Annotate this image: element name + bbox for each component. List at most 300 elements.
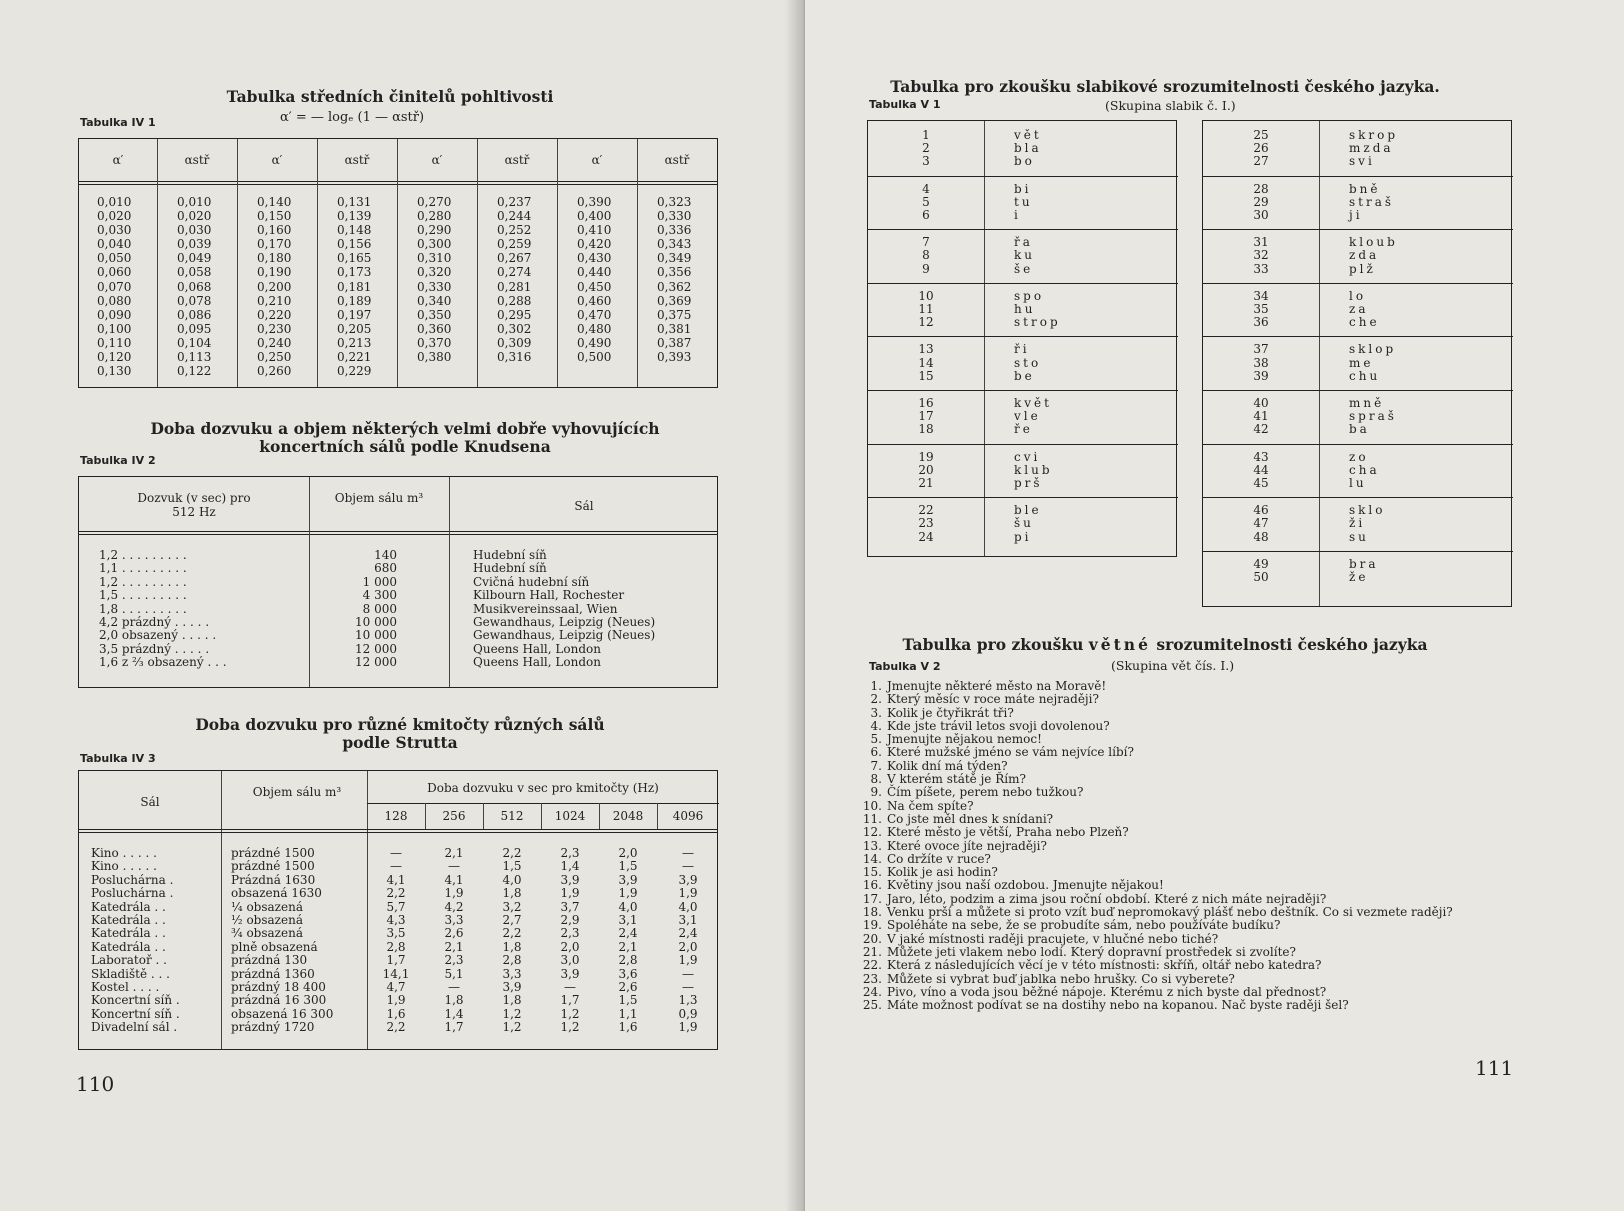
iv2-volume: 12 000 bbox=[355, 641, 397, 656]
iv3-value: 4,0 bbox=[678, 899, 698, 914]
iv2-hall: Cvičná hudební síň bbox=[473, 574, 590, 589]
iv1-cell: 0,190 bbox=[257, 265, 292, 280]
group-numbers bbox=[1203, 183, 1319, 223]
group-divider bbox=[868, 229, 1178, 230]
iv3-hall: Kino . . . . . bbox=[91, 859, 157, 874]
group-syllables bbox=[1349, 558, 1379, 584]
item-text: Můžete jeti vlakem nebo lodí. Který dopravní prostředek si zvolíte? bbox=[887, 944, 1296, 959]
group-syllables bbox=[1349, 290, 1380, 330]
iv3-value: 1,5 bbox=[618, 993, 638, 1008]
iv3-value: — bbox=[682, 859, 694, 874]
group-divider bbox=[1203, 283, 1513, 284]
iv3-value: 2,3 bbox=[560, 846, 580, 860]
syllable-number: 38 bbox=[1253, 355, 1269, 370]
iv3-value: 3,9 bbox=[502, 979, 522, 994]
iv3-value: 2,2 bbox=[386, 886, 406, 901]
iv3-value: 2,8 bbox=[386, 939, 406, 954]
iv2-reverb: 1,8 . . . . . . . . . bbox=[99, 601, 187, 616]
iv3-value: 1,4 bbox=[560, 859, 580, 874]
syllable-number: 26 bbox=[1253, 141, 1269, 156]
iv3-value: 1,6 bbox=[618, 1020, 638, 1035]
syllable-group bbox=[1203, 504, 1513, 556]
item-number: 8. bbox=[870, 772, 882, 787]
group-syllables bbox=[1349, 129, 1398, 169]
iv3-value: 0,9 bbox=[678, 1006, 698, 1021]
iv3-hall: Katedrála . . bbox=[91, 939, 166, 954]
syllable-group bbox=[868, 290, 1178, 342]
iv3-value: 2,8 bbox=[502, 953, 522, 968]
item-text: Venku prší a můžete si proto vzít buď nepromokavý plášť nebo deštník. Co si vezmete raději? bbox=[887, 905, 1453, 920]
group-divider bbox=[1203, 390, 1513, 391]
iv1-cell: 0,280 bbox=[417, 209, 452, 224]
list-item bbox=[847, 680, 1607, 693]
iv1-cell: 0,049 bbox=[177, 251, 212, 266]
syllable-number: 15 bbox=[918, 368, 934, 383]
iv1-cell: 0,387 bbox=[657, 335, 692, 350]
iv1-cell: 0,039 bbox=[177, 237, 212, 252]
iv3-value: 2,6 bbox=[618, 979, 638, 994]
right-page bbox=[805, 0, 1624, 1211]
iv1-cell: 0,148 bbox=[337, 223, 372, 238]
iv1-cell: 0,381 bbox=[657, 321, 692, 336]
iv2-reverb: 1,2 . . . . . . . . . bbox=[99, 548, 187, 562]
iv3-value: 1,7 bbox=[560, 993, 580, 1008]
iv3-value: 1,9 bbox=[678, 886, 698, 901]
iv3-value: 3,9 bbox=[678, 872, 698, 887]
syllable-number: 48 bbox=[1253, 529, 1269, 544]
iv1-cell: 0,390 bbox=[577, 195, 612, 209]
iv1-cell: 0,100 bbox=[97, 321, 132, 336]
syllable: bně bbox=[1349, 181, 1381, 196]
iv1-cell: 0,349 bbox=[657, 251, 692, 266]
group-divider bbox=[868, 444, 1178, 445]
iv2-header-hall: Sál bbox=[574, 499, 594, 513]
iv1-cell: 0,420 bbox=[577, 237, 612, 252]
syllable: plž bbox=[1349, 261, 1376, 276]
iv3-value: 2,2 bbox=[386, 1020, 406, 1035]
item-number: 20. bbox=[862, 931, 882, 946]
item-text: Co jste měl dnes k snídani? bbox=[887, 811, 1054, 826]
table-row bbox=[79, 1021, 719, 1034]
iv3-value: 1,5 bbox=[502, 859, 522, 874]
iv2-reverb: 1,2 . . . . . . . . . bbox=[99, 574, 187, 589]
table-iv3-title: Doba dozvuku pro různé kmitočty různých sálů podle Strutta bbox=[195, 715, 605, 752]
syllable: květ bbox=[1014, 396, 1052, 410]
iv1-cell: 0,010 bbox=[97, 195, 132, 209]
syllable-number: 13 bbox=[918, 342, 934, 357]
iv1-cell: 0,369 bbox=[657, 293, 692, 308]
list-item bbox=[847, 853, 1607, 866]
syllable-number: 31 bbox=[1253, 235, 1269, 250]
iv3-volume: plně obsazená bbox=[231, 939, 318, 954]
iv1-cell: 0,060 bbox=[97, 265, 132, 280]
iv1-cell: 0,290 bbox=[417, 223, 452, 238]
iv1-cell: 0,330 bbox=[417, 279, 452, 294]
page-number: 111 bbox=[1475, 1056, 1514, 1080]
iv1-cell: 0,058 bbox=[177, 265, 212, 280]
item-text: Pivo, víno a voda jsou běžné nápoje. Kterému z nich byste dal přednost? bbox=[887, 984, 1327, 999]
syllable: lo bbox=[1349, 288, 1367, 303]
iv1-cell: 0,221 bbox=[337, 350, 372, 365]
iv3-value: 14,1 bbox=[382, 966, 410, 981]
syllable-number: 3 bbox=[922, 154, 930, 169]
table-row bbox=[79, 656, 719, 669]
syllable-group bbox=[868, 236, 1178, 288]
syllable-number: 10 bbox=[918, 288, 934, 303]
iv3-value: 1,2 bbox=[502, 1006, 522, 1021]
iv3-freq: 1024 bbox=[554, 809, 586, 823]
syllable: spraš bbox=[1349, 409, 1397, 424]
table-row bbox=[79, 968, 719, 981]
iv3-value: 2,4 bbox=[618, 926, 638, 941]
iv1-header: αstř bbox=[344, 153, 370, 167]
group-divider bbox=[1203, 444, 1513, 445]
iv3-value: 1,8 bbox=[444, 993, 464, 1008]
group-divider bbox=[1203, 336, 1513, 337]
iv1-cell: 0,336 bbox=[657, 223, 692, 238]
iv1-cell: 0,490 bbox=[577, 335, 612, 350]
syllable-number: 11 bbox=[918, 302, 934, 316]
list-item bbox=[847, 906, 1607, 919]
iv1-cell: 0,360 bbox=[417, 321, 452, 336]
list-item bbox=[847, 693, 1607, 706]
item-text: Můžete si vybrat buď jablka nebo hrušky. Co si vyberete? bbox=[887, 971, 1235, 986]
iv3-value: — bbox=[682, 846, 694, 860]
item-number: 25. bbox=[862, 998, 882, 1013]
list-item bbox=[847, 813, 1607, 826]
iv3-volume: ¼ obsazená bbox=[231, 899, 303, 914]
iv2-reverb: 4,2 prázdný . . . . . bbox=[99, 614, 210, 629]
iv1-cell: 0,068 bbox=[177, 279, 212, 294]
iv3-value: — bbox=[448, 979, 460, 994]
syllable: lu bbox=[1349, 476, 1367, 490]
iv1-cell: 0,220 bbox=[257, 307, 292, 322]
syllable: bra bbox=[1349, 556, 1379, 571]
iv3-hall: Koncertní síň . bbox=[91, 1006, 180, 1021]
item-number: 15. bbox=[862, 865, 882, 880]
table-row bbox=[79, 1008, 719, 1021]
syllable-number: 43 bbox=[1253, 449, 1269, 464]
iv3-value: 3,3 bbox=[502, 966, 522, 981]
syllable-number: 45 bbox=[1253, 476, 1269, 490]
iv3-value: 1,2 bbox=[560, 1020, 580, 1035]
iv1-cell: 0,302 bbox=[497, 321, 532, 336]
iv1-cell: 0,316 bbox=[497, 350, 532, 365]
iv3-value: — bbox=[682, 979, 694, 994]
list-item bbox=[847, 786, 1607, 799]
iv1-column bbox=[177, 195, 211, 378]
iv3-hall: Laboratoř . . bbox=[91, 953, 167, 968]
list-item bbox=[847, 879, 1607, 892]
iv1-column bbox=[337, 195, 371, 378]
list-item bbox=[847, 946, 1607, 959]
iv1-cell: 0,210 bbox=[257, 293, 292, 308]
item-number: 12. bbox=[862, 825, 882, 840]
iv3-value: 4,1 bbox=[444, 872, 464, 887]
item-text: Jmenujte některé město na Moravě! bbox=[887, 679, 1107, 693]
iv1-cell: 0,259 bbox=[497, 237, 532, 252]
syllable-number: 21 bbox=[918, 476, 934, 490]
syllable: chu bbox=[1349, 368, 1381, 383]
syllable-number: 32 bbox=[1253, 248, 1269, 263]
table-row bbox=[79, 914, 719, 927]
iv1-cell: 0,078 bbox=[177, 293, 212, 308]
syllable-number: 23 bbox=[918, 516, 934, 531]
list-item bbox=[847, 973, 1607, 986]
syllable: řa bbox=[1014, 235, 1033, 250]
group-divider bbox=[868, 336, 1178, 337]
iv3-value: 3,7 bbox=[560, 899, 580, 914]
group-numbers bbox=[868, 451, 984, 491]
iv1-cell: 0,500 bbox=[577, 350, 612, 365]
iv2-header-reverb: Dozvuk (v sec) pro 512 Hz bbox=[137, 491, 251, 519]
iv1-cell: 0,480 bbox=[577, 321, 612, 336]
iv2-volume: 8 000 bbox=[362, 601, 397, 616]
syllable: bo bbox=[1014, 154, 1035, 169]
table-row bbox=[79, 994, 719, 1007]
syllable-number: 6 bbox=[922, 208, 930, 222]
iv3-freq: 128 bbox=[384, 809, 408, 823]
iv1-cell: 0,330 bbox=[657, 209, 692, 224]
iv3-hall: Katedrála . . bbox=[91, 899, 166, 914]
syllable: hu bbox=[1014, 302, 1036, 316]
group-numbers bbox=[868, 343, 984, 383]
iv3-value: 3,9 bbox=[560, 872, 580, 887]
syllable-number: 28 bbox=[1253, 181, 1269, 196]
table-row bbox=[79, 981, 719, 994]
iv3-value: 4,1 bbox=[386, 872, 406, 887]
syllable-number: 40 bbox=[1253, 396, 1269, 410]
list-item bbox=[847, 959, 1607, 972]
iv1-column bbox=[417, 195, 451, 364]
syllable-number: 41 bbox=[1253, 409, 1269, 424]
item-number: 18. bbox=[862, 905, 882, 920]
syllable: mně bbox=[1349, 396, 1385, 410]
iv1-cell: 0,350 bbox=[417, 307, 452, 322]
iv1-cell: 0,250 bbox=[257, 350, 292, 365]
iv3-value: 1,7 bbox=[444, 1020, 464, 1035]
iv1-header: αstř bbox=[504, 153, 530, 167]
iv3-value: 1,6 bbox=[386, 1006, 406, 1021]
iv1-cell: 0,356 bbox=[657, 265, 692, 280]
iv1-cell: 0,020 bbox=[97, 209, 132, 224]
list-item bbox=[847, 986, 1607, 999]
syllable: tu bbox=[1014, 194, 1033, 209]
iv2-reverb: 1,1 . . . . . . . . . bbox=[99, 561, 187, 576]
group-divider bbox=[868, 176, 1178, 177]
group-numbers bbox=[868, 183, 984, 223]
iv2-hall: Hudební síň bbox=[473, 548, 547, 562]
group-syllables bbox=[1014, 397, 1052, 437]
iv3-value: 1,8 bbox=[502, 939, 522, 954]
syllable-number: 39 bbox=[1253, 368, 1269, 383]
iv3-value: 3,5 bbox=[386, 926, 406, 941]
iv3-hall: Kino . . . . . bbox=[91, 846, 157, 860]
iv2-volume: 4 300 bbox=[362, 588, 397, 603]
item-text: Kolik dní má týden? bbox=[887, 758, 1008, 773]
iv1-cell: 0,213 bbox=[337, 335, 372, 350]
iv2-hall: Queens Hall, London bbox=[473, 641, 601, 656]
group-numbers bbox=[868, 129, 984, 169]
iv3-value: — bbox=[564, 979, 576, 994]
item-text: Jaro, léto, podzim a zima jsou roční období. Které z nich máte nejraději? bbox=[887, 891, 1327, 906]
syllable: svi bbox=[1349, 154, 1375, 169]
item-text: Které mužské jméno se vám nejvíce líbí? bbox=[887, 745, 1134, 760]
syllable-number: 33 bbox=[1253, 261, 1269, 276]
list-item bbox=[847, 720, 1607, 733]
syllable-number: 12 bbox=[918, 315, 934, 330]
iv3-freq: 4096 bbox=[672, 809, 704, 823]
group-numbers bbox=[868, 290, 984, 330]
iv3-value: 1,9 bbox=[618, 886, 638, 901]
iv3-volume: ¾ obsazená bbox=[231, 926, 303, 941]
item-text: Které ovoce jíte nejraději? bbox=[887, 838, 1047, 853]
syllable-number: 20 bbox=[918, 462, 934, 477]
list-item bbox=[847, 999, 1607, 1012]
syllable-number: 49 bbox=[1253, 556, 1269, 571]
syllable: zo bbox=[1349, 449, 1369, 464]
syllable-number: 50 bbox=[1253, 570, 1269, 584]
iv3-header-hall: Sál bbox=[140, 795, 160, 809]
iv3-value: 3,0 bbox=[560, 953, 580, 968]
group-syllables bbox=[1349, 183, 1394, 223]
item-text: Kde jste trávil letos svoji dovolenou? bbox=[887, 718, 1110, 733]
iv2-volume: 10 000 bbox=[355, 628, 397, 643]
item-number: 22. bbox=[862, 958, 882, 973]
group-syllables bbox=[1014, 129, 1042, 169]
list-item bbox=[847, 800, 1607, 813]
syllable: ku bbox=[1014, 248, 1035, 263]
page-number: 110 bbox=[76, 1072, 115, 1096]
table-row bbox=[79, 847, 719, 860]
syllable: že bbox=[1349, 570, 1369, 584]
iv2-hall: Gewandhaus, Leipzig (Neues) bbox=[473, 628, 656, 643]
item-text: Spoléháte na sebe, že se probudíte sám, nebo používáte budíku? bbox=[887, 918, 1281, 933]
iv3-hall: Katedrála . . bbox=[91, 912, 166, 927]
syllable-group bbox=[1203, 236, 1513, 288]
iv2-header-volume: Objem sálu m³ bbox=[334, 491, 424, 505]
group-numbers bbox=[868, 236, 984, 276]
syllable: straš bbox=[1349, 194, 1395, 209]
syllable: ble bbox=[1014, 503, 1042, 518]
iv1-cell: 0,170 bbox=[257, 237, 292, 252]
iv3-value: — bbox=[448, 859, 460, 874]
group-numbers bbox=[1203, 236, 1319, 276]
iv1-cell: 0,122 bbox=[177, 364, 212, 379]
item-number: 16. bbox=[862, 878, 882, 893]
syllable: zda bbox=[1349, 248, 1380, 263]
list-item bbox=[847, 840, 1607, 853]
item-number: 10. bbox=[862, 798, 882, 813]
iv3-hall: Katedrála . . bbox=[91, 926, 166, 941]
table-iv3-label: Tabulka IV 3 bbox=[80, 752, 156, 765]
iv1-cell: 0,237 bbox=[497, 195, 532, 209]
syllable: še bbox=[1014, 261, 1034, 276]
syllable-number: 8 bbox=[922, 248, 930, 263]
iv1-cell: 0,120 bbox=[97, 350, 132, 365]
item-number: 4. bbox=[870, 718, 882, 733]
syllable: za bbox=[1349, 302, 1369, 316]
item-text: Na čem spíte? bbox=[887, 798, 974, 813]
table-iv2-label: Tabulka IV 2 bbox=[80, 454, 156, 467]
iv2-volume: 12 000 bbox=[355, 655, 397, 670]
syllable: be bbox=[1014, 368, 1035, 383]
iv1-cell: 0,086 bbox=[177, 307, 212, 322]
iv1-header: αstř bbox=[184, 153, 210, 167]
iv3-volume: prázdná 130 bbox=[231, 953, 308, 968]
syllable-number: 35 bbox=[1253, 302, 1269, 316]
syllable-number: 27 bbox=[1253, 154, 1269, 169]
item-number: 21. bbox=[862, 944, 882, 959]
group-divider bbox=[1203, 176, 1513, 177]
syllable-number: 29 bbox=[1253, 194, 1269, 209]
item-number: 9. bbox=[870, 785, 882, 800]
syllable-group bbox=[1203, 290, 1513, 342]
iv1-column bbox=[97, 195, 131, 378]
syllable: mzda bbox=[1349, 141, 1394, 156]
iv3-hall: Koncertní síň . bbox=[91, 993, 180, 1008]
table-v1-left bbox=[867, 120, 1177, 557]
iv3-hall: Skladiště . . . bbox=[91, 966, 170, 981]
syllable: ji bbox=[1349, 208, 1363, 222]
iv2-hall: Queens Hall, London bbox=[473, 655, 601, 670]
syllable: cvi bbox=[1014, 449, 1041, 464]
iv2-reverb: 1,6 z ⅔ obsazený . . . bbox=[99, 655, 227, 670]
syllable-group bbox=[1203, 451, 1513, 503]
syllable-number: 5 bbox=[922, 194, 930, 209]
iv1-cell: 0,150 bbox=[257, 209, 292, 224]
iv3-hall: Kostel . . . . bbox=[91, 979, 160, 994]
syllable-number: 34 bbox=[1253, 288, 1269, 303]
syllable: klub bbox=[1014, 462, 1053, 477]
table-iv2 bbox=[78, 476, 718, 688]
iv2-hall: Musikvereinssaal, Wien bbox=[473, 601, 618, 616]
syllable-group bbox=[1203, 558, 1513, 596]
iv3-value: 2,3 bbox=[560, 926, 580, 941]
group-syllables bbox=[1349, 451, 1380, 491]
table-v1-subtitle: (Skupina slabik č. I.) bbox=[1105, 98, 1236, 113]
item-text: Jmenujte nějakou nemoc! bbox=[887, 732, 1042, 747]
iv3-value: 2,2 bbox=[502, 846, 522, 860]
iv1-cell: 0,140 bbox=[257, 195, 292, 209]
group-divider bbox=[868, 390, 1178, 391]
iv3-volume: prázdná 1360 bbox=[231, 966, 315, 981]
iv1-cell: 0,229 bbox=[337, 364, 372, 379]
syllable-number: 16 bbox=[918, 396, 934, 410]
iv3-value: 3,6 bbox=[618, 966, 638, 981]
iv1-cell: 0,030 bbox=[177, 223, 212, 238]
iv1-cell: 0,104 bbox=[177, 335, 212, 350]
iv3-value: 2,0 bbox=[678, 939, 698, 954]
iv3-volume: obsazená 1630 bbox=[231, 886, 322, 901]
iv3-value: 1,9 bbox=[444, 886, 464, 901]
iv3-value: — bbox=[682, 966, 694, 981]
iv1-cell: 0,343 bbox=[657, 237, 692, 252]
syllable-number: 25 bbox=[1253, 128, 1269, 142]
table-row bbox=[79, 576, 719, 589]
iv3-value: 2,6 bbox=[444, 926, 464, 941]
iv1-cell: 0,131 bbox=[337, 195, 372, 209]
item-text: V kterém státě je Řím? bbox=[887, 772, 1026, 787]
syllable-group bbox=[868, 504, 1178, 556]
list-item bbox=[847, 919, 1607, 932]
syllable: bla bbox=[1014, 141, 1042, 156]
item-number: 3. bbox=[870, 705, 882, 720]
iv3-value: 3,3 bbox=[444, 912, 464, 927]
iv1-cell: 0,393 bbox=[657, 350, 692, 365]
table-v2-title-b: větné bbox=[1088, 635, 1151, 654]
item-text: Co držíte v ruce? bbox=[887, 851, 991, 866]
